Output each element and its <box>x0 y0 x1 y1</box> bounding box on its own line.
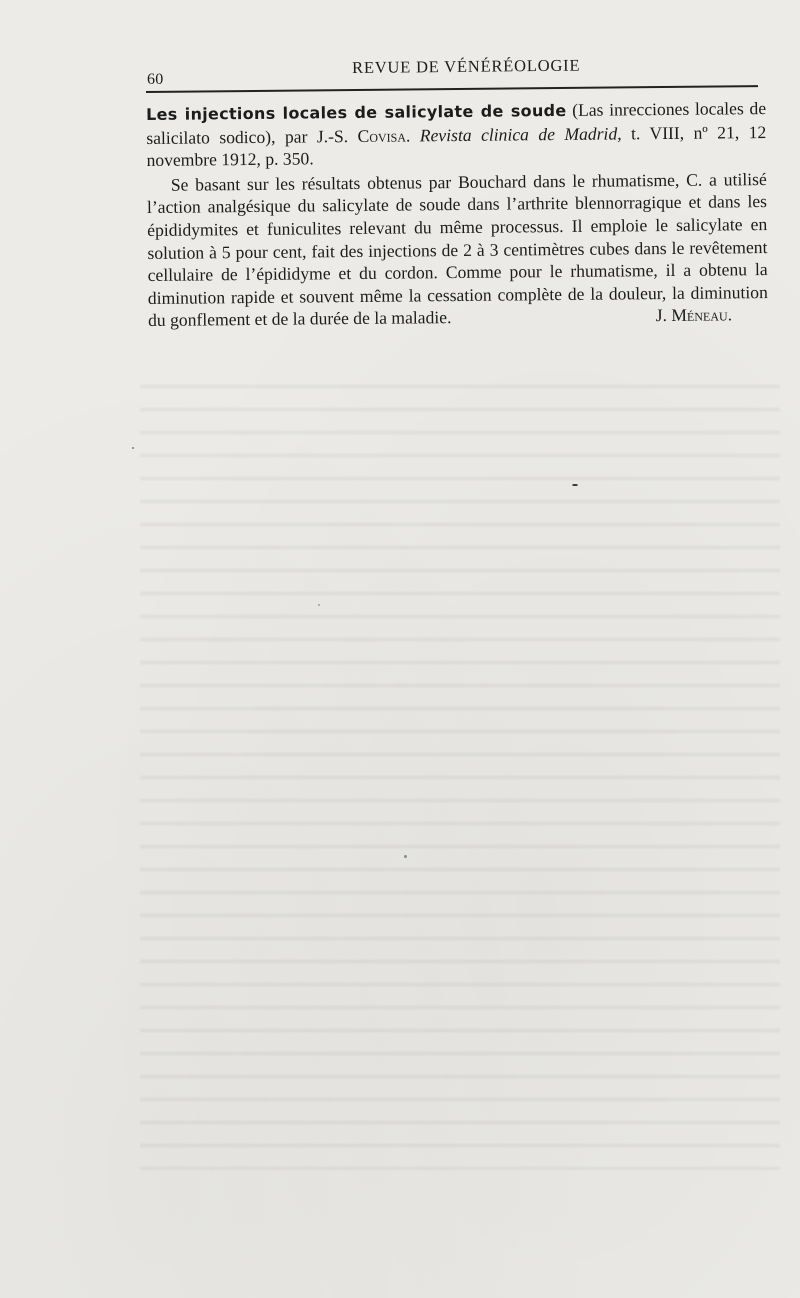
header-rule <box>146 85 758 93</box>
article-title: Les injections locales de salicylate de soude <box>146 100 567 124</box>
article-spanish-title: (Las inrecciones locales de salicilato sodico), par J.-S. <box>146 98 767 148</box>
page-number: 60 <box>147 71 164 88</box>
print-speck <box>318 604 320 606</box>
article <box>146 97 768 332</box>
print-speck <box>404 855 407 858</box>
journal-name: Revista clinica de Madrid, <box>419 123 622 145</box>
citation-separator: . <box>405 124 420 146</box>
print-speck <box>572 484 578 486</box>
print-speck <box>132 447 134 449</box>
running-title: REVUE DE VÉNÉRÉOLOGIE <box>352 55 581 77</box>
article-body-text: Se basant sur les résultats obtenus par Bouchard dans le rhumatisme, C. a utilisé l’action analgésique du salicylate de soude dans l’arthrite blennorragique et dans les épididymites et funiculites relevant du même processus. Il emploie le salicylate en solution à 5 pour cent, fait des injections de 2 à 3 centimètres cubes dans le revêtement cellulaire de l’épididyme et du cordon. Comme pour le rhumatisme, il a obtenu la diminution rapide et souvent même la cessation complète de la douleur, la diminution du gonflement et de la durée de la maladie. <box>146 168 768 331</box>
article-author: Covisa <box>357 125 407 146</box>
article-heading <box>146 97 767 172</box>
bleed-through-texture <box>140 370 780 1170</box>
article-body <box>147 168 768 332</box>
citation-details: t. VIII, nº 21, 12 novembre 1912, p. 350. <box>146 121 767 171</box>
article-signature: J. Méneau. <box>655 304 733 326</box>
